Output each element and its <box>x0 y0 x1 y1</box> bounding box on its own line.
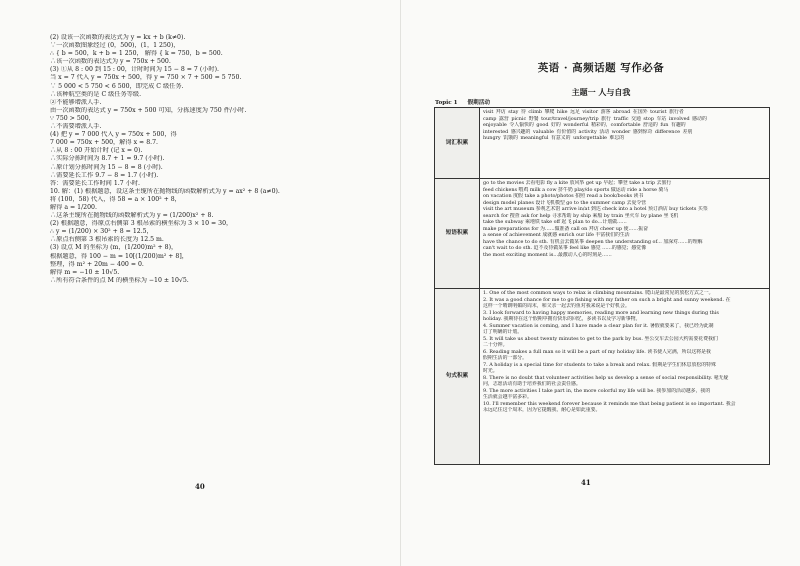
cell-line: can't wait to do sth. 迫不及待做某事 feel like 感觉 ……的感觉；感觉像 <box>483 245 647 251</box>
text-line: 解得 a = 1/200. <box>50 203 97 211</box>
text-line: ∵一次函数图象经过 (0，500)，(1，1 250)， <box>50 42 180 50</box>
page-number-right: 41 <box>581 478 591 487</box>
cell-line: search for 搜查 ask for help 寻求帮助 by ship 乘船 by train 坐火车 by plane 坐飞机 <box>483 212 679 219</box>
cell-line: 订了明确的计划。 <box>483 329 523 335</box>
text-line: (2) 设该一次函数的表达式为 y = kx + b (k≠0). <box>50 34 186 41</box>
cell-line: the most exciting moment is...最激动人心的时刻是…… <box>483 251 612 258</box>
cell-line: feed chickens 喂鸡 milk a cow 挤牛奶 play/do sports 做运动 ride a horse 骑马 <box>483 186 669 193</box>
text-line: 根据题意，得 100 − m = 10[(1/200)m² + 8]， <box>50 252 188 260</box>
cell-line: 1. One of the most common ways to relax is climbing mountains. 爬山是最常见的放松方式之一。 <box>483 290 714 296</box>
text-line: 整理，得 m² + 20m − 400 = 0. <box>50 260 144 268</box>
text-line: ∴ { b = 500，k + b = 1 250， 解得 { k = 750，b = 500. <box>50 50 223 58</box>
cell-line: take the subway 乘地铁 take off 起飞 plan to do...计划做…… <box>483 219 627 225</box>
cell-line: visit 拜访 stay 待 climb 攀爬 hike 远足 visitor 游客 abroad 在国外 tourist 旅行者 <box>483 109 684 115</box>
text-line: 解得 m = −10 ± 10√5. <box>50 268 120 276</box>
cell-line: visit the art museum 参观艺术馆 arrive in/at 到达 check into a hotel 预订酒店 buy tickets 买票 <box>483 206 708 212</box>
cell-line: 假期生活的一部分。 <box>483 355 528 361</box>
text-line: ∴原计划分拣时间为 15 − 8 = 8 (小时). <box>50 163 163 171</box>
text-line: ∴需要延长工作 9.7 − 8 = 1.7 (小时). <box>50 171 159 179</box>
text-line: (2) 根据题意，得原点右侧第 3 根吊索的横坐标为 3 × 10 = 30， <box>50 220 233 228</box>
text-line: ∵ 5 000 < 5 750 < 6 500，即完成 C 级任务. <box>50 82 184 90</box>
text-line: 答：需要延长工作时间 1.7 小时. <box>50 179 140 187</box>
cell-line: 8. There is no doubt that volunteer activities help us develop a sense of social responsibility. 毫无疑 <box>483 374 729 381</box>
text-line: ∴所有符合条件的点 M 的横坐标为 −10 ± 10√5. <box>50 276 189 284</box>
text-line: ∴ y = (1/200) × 30² + 8 = 12.5， <box>50 228 153 236</box>
text-line: (3) 设点 M 的坐标为 (m，(1/200)m² + 8)， <box>50 244 178 252</box>
cell-line: have the chance to do sth. 有机会去做某事 deepen the understanding of... 加深对……的理解 <box>483 238 703 245</box>
text-line: ∴不需要增派人手. <box>50 123 102 131</box>
cell-line: 6. Reading makes a full man so it will be a part of my holiday life. 读书使人完满，所以这将是我 <box>483 348 711 355</box>
cell-line: 9. The more activities I take part in, the more colorful my life will be. 我参加的活动越多，我的 <box>483 387 711 394</box>
text-line: 由一次函数的表达式 y = 750x + 500 可知，分拣速度为 750 件/小时. <box>50 106 247 114</box>
cell-line: 这样一个晴朗明媚的周末，和父亲一起去钓鱼对我来说是个好机会。 <box>483 303 630 309</box>
cell-line: 永远记住这个周末，因为它提醒我，耐心是如此重要。 <box>483 407 601 413</box>
row-label: 词汇积累 <box>435 108 480 179</box>
right-page <box>400 0 800 566</box>
page-title: 英语 · 高频话题 写作必备 <box>537 62 665 74</box>
cell-line: hungry 饥饿的 meaningful 有意义的 unforgettable 难忘的 <box>483 135 625 141</box>
topic-label: Topic 1 <box>435 100 458 106</box>
cell-line: 生活就会越丰富多彩。 <box>483 394 532 400</box>
text-line: ∴该一次函数的表达式为 y = 750x + 500. <box>50 58 171 66</box>
row-label: 句式积累 <box>435 289 480 465</box>
topic-heading <box>435 98 500 106</box>
text-line: 10. 解：(1) 根据题意，设这条主缆所在抛物线的函数解析式为 y = ax² + 8 (a≠0). <box>50 187 280 195</box>
topic-name: 假期活动 <box>467 100 490 106</box>
sentences-cell <box>480 289 770 465</box>
text-line: 将 (100，58) 代入，得 58 = a × 100² + 8， <box>50 195 181 203</box>
cell-line: make preparations for 为……做准备 call on 拜访 cheer up 使……振奋 <box>483 225 649 232</box>
cell-line: holiday. 我期待在这个假期中拥有快乐的回忆，多读书以及学习新事物。 <box>483 316 641 322</box>
section-title: 主题一 人与自我 <box>571 87 631 97</box>
text-line: (3) ①从 8 : 00 到 15 : 00，计时时间为 15 − 8 = 7 (小时). <box>50 66 219 74</box>
cell-line: 二十分钟。 <box>483 342 508 348</box>
cell-line: 7. A holiday is a special time for students to take a break and relax. 假期是学生们休息放松的特殊 <box>483 361 716 368</box>
cell-line: on vacation 度假 take a photo/photos 拍照 read a book/books 读书 <box>483 193 644 199</box>
text-line: 7 000 = 750x + 500，解得 x ≈ 8.7. <box>50 139 159 147</box>
cell-line: a sense of achievement 成就感 enrich our life 丰富我们的生活 <box>483 232 630 238</box>
cell-line: interested 感兴趣的 valuable 有价值的 activity 活动 wonder 感到惊奇 difference 差别 <box>483 128 693 135</box>
cell-line: 2. It was a good chance for me to go fishing with my father on such a bright and sunny weekend. 在 <box>483 296 731 303</box>
text-line: ②不能够增派人手. <box>50 98 102 106</box>
vocabulary-cell <box>480 108 770 179</box>
text-line: 当 x = 7 代入 y = 750x + 500，得 y = 750 × 7 + 500 = 5 750. <box>50 74 242 82</box>
cell-line: go to the movies 去看电影 fly a kite 放风筝 get up 早起；攀登 take a trip 去旅行 <box>483 180 672 186</box>
text-line: ∴这条主缆所在抛物线的函数解析式为 y = (1/200)x² + 8. <box>50 212 214 220</box>
table-row <box>435 289 770 465</box>
text-line: ∴该种航空类的是 C 级任务等级. <box>50 90 142 98</box>
cell-line: camp 露营 picnic 野餐 tour/travel/journey/trip 旅行 traffic 交通 stop 车站 involved 感动的 <box>483 115 707 122</box>
row-label: 短语积累 <box>435 179 480 289</box>
text-line: ∴原点右侧第 3 根吊索的长度为 12.5 m. <box>50 236 164 244</box>
phrases-cell <box>480 179 770 289</box>
cell-line: design model planes 设计飞机模型 go to the summer camp 去夏令营 <box>483 199 647 206</box>
cell-line: 问，志愿活动有助于培养我们的社会责任感。 <box>483 381 581 387</box>
cell-line: 3. I look forward to having happy memories, reading more and learning new things during this <box>483 309 719 316</box>
cell-line: enjoyable 令人愉快的 good 好的 wonderful 精彩的，comfortable 舒适的 fun 有趣的 <box>483 122 686 128</box>
cell-line: 10. I'll remember this weekend forever because it reminds me that being patient is so important. 我会 <box>483 400 736 407</box>
table-row <box>435 108 770 179</box>
text-line: ∵ 750 > 500， <box>50 114 95 122</box>
table-row <box>435 179 770 289</box>
text-line: ∴从 8 : 00 开始计时 (记 x = 0). <box>50 147 143 155</box>
text-line: (4) 把 y = 7 000 代入 y = 750x + 500，得 <box>50 131 177 139</box>
page-number-left: 40 <box>195 482 205 491</box>
writing-table <box>434 107 770 465</box>
cell-line: 5. It will take us about twenty minutes to get to the park by bus. 坐公交车去公园大约需要花费我们 <box>483 335 718 342</box>
solution-text <box>50 34 350 285</box>
cell-line: 4. Summer vacation is coming, and I have made a clear plan for it. 暑假就要来了，我已经为此制 <box>483 322 714 329</box>
cell-line: 时光。 <box>483 368 498 374</box>
text-line: ∴实际分拣时间为 8.7 + 1 = 9.7 (小时). <box>50 155 165 163</box>
